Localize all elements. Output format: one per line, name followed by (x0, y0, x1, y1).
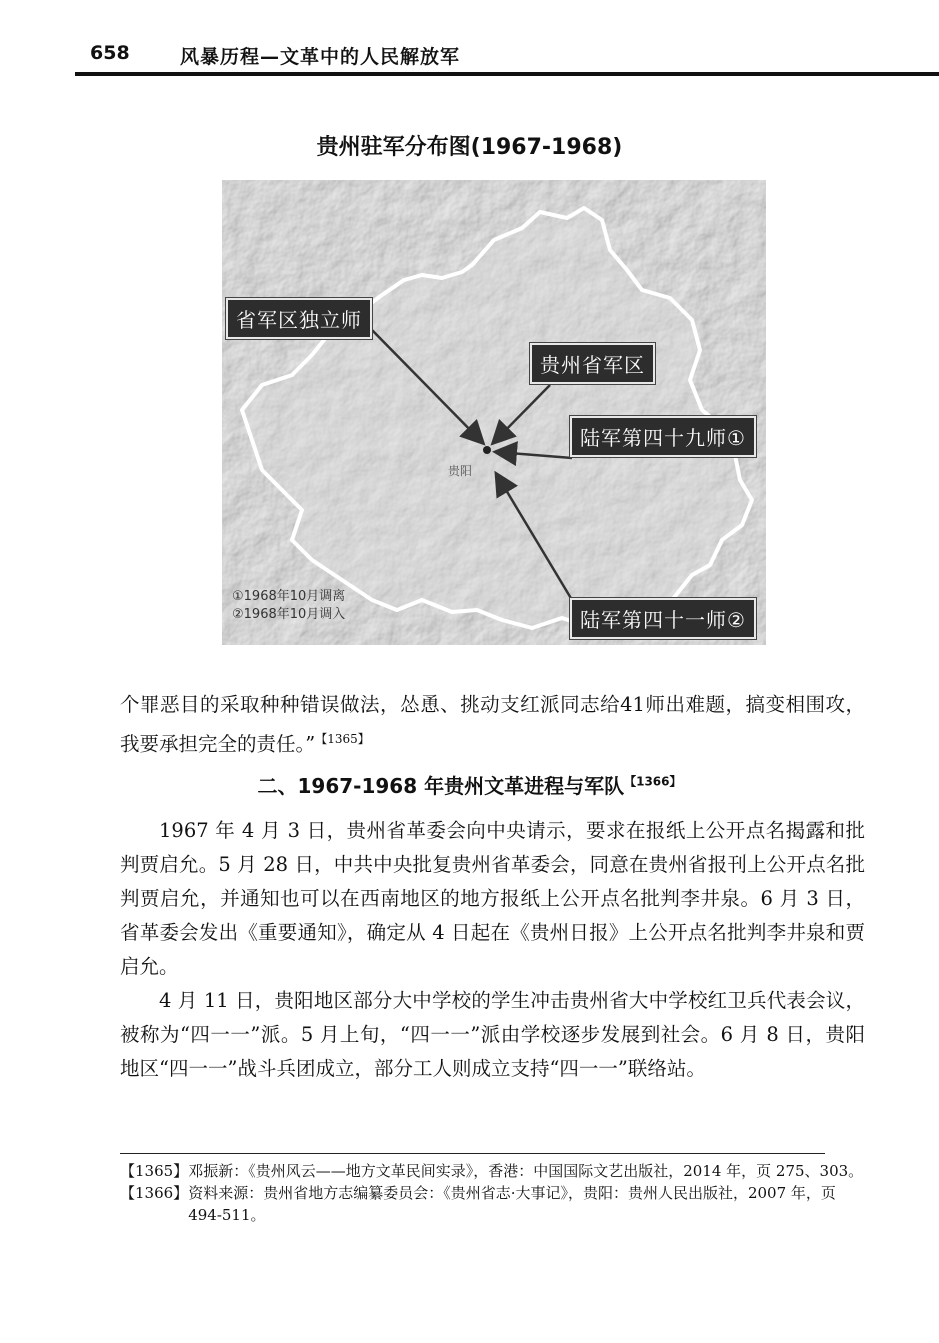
paragraph-2: 4 月 11 日，贵阳地区部分大中学校的学生冲击贵州省大中学校红卫兵代表会议，被称为“四一一”派。5 月上旬，“四一一”派由学校逐步发展到社会。6 月 8 日，贵阳地区“四一一”战斗兵团成立，部分工人则成立支持“四一一”联络站。 (120, 989, 865, 1080)
map-legend (232, 588, 345, 624)
footnote-1365 (120, 1160, 865, 1182)
map-graphic (222, 180, 766, 645)
label-independent-division: 省军区独立师 (226, 298, 372, 339)
footnote-mark: 【1366】 (120, 1184, 189, 1202)
main-body (120, 814, 865, 1086)
label-division-41: 陆军第四十一师② (570, 598, 756, 639)
footnote-ref-1366: 【1366】 (624, 774, 682, 789)
running-title: 风暴历程—文革中的人民解放军 (180, 46, 461, 68)
section-heading (0, 770, 939, 799)
footnote-text: 邓振新：《贵州风云——地方文革民间实录》，香港：中国国际文艺出版社，2014 年，页 275、303。 (188, 1162, 864, 1180)
footnotes (120, 1160, 865, 1226)
footnote-text: 资料来源：贵州省地方志编纂委员会：《贵州省志·大事记》，贵阳：贵州人民出版社，2007 年，页 494-511。 (188, 1184, 836, 1224)
footnote-rule (120, 1153, 825, 1154)
label-division-49: 陆军第四十九师① (570, 416, 756, 457)
map-title: 贵州驻军分布图(1967-1968) (316, 135, 623, 160)
paragraph-1: 1967 年 4 月 3 日，贵州省革委会向中央请示，要求在报纸上公开点名揭露和批判贾启允。5 月 28 日，中共中央批复贵州省革委会，同意在贵州省报刊上公开点名批判贾启允，并通知也可以在西南地区的地方报纸上公开点名批判李井泉。6 月 3 日，省革委会发出《重要通知》，确定从 4 日起在《贵州日报》上公开点名批判李井泉和贾启允。 (120, 819, 865, 978)
legend-note-2: ②1968年10月调入 (232, 607, 346, 622)
page-number: 658 (90, 42, 130, 64)
section-heading-text: 二、1967-1968 年贵州文革进程与军队 (257, 774, 625, 798)
footnote-ref-1365: 【1365】 (315, 732, 370, 746)
header-rule (75, 72, 939, 76)
footnote-1366 (120, 1182, 865, 1226)
label-provincial-district: 贵州省军区 (530, 343, 655, 384)
legend-note-1: ①1968年10月调离 (232, 589, 346, 604)
footnote-mark: 【1365】 (120, 1162, 189, 1180)
continued-paragraph (120, 688, 865, 762)
page-header (0, 0, 939, 80)
guiyang-city-marker (483, 446, 491, 454)
city-label-guiyang: 贵阳 (448, 464, 473, 478)
continued-text: 个罪恶目的采取种种错误做法，怂恿、挑动支红派同志给41师出难题，搞变相围攻，我要承担完全的责任。” (120, 693, 865, 756)
guizhou-map (222, 180, 766, 645)
